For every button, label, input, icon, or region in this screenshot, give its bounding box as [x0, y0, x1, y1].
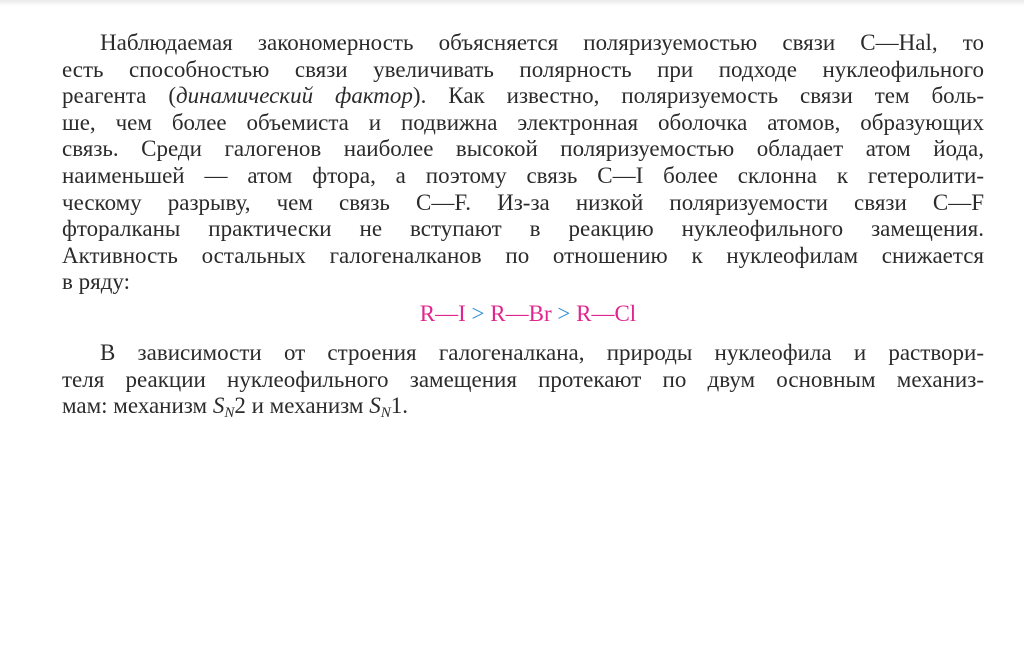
sn2-number: 2	[234, 393, 246, 419]
p1-line-4: ше, чем более объемиста и подвижна электронная оболочка атомов, образующих	[62, 109, 984, 135]
greater-than-sign-2: >	[557, 300, 571, 326]
p1-line-3-post: ). Как известно, поляризуемость связи тем боль-	[412, 83, 984, 109]
reactivity-series-formula	[62, 298, 984, 330]
sn2-s-symbol: S	[212, 393, 225, 419]
p2-line-3	[62, 393, 984, 420]
mechanism-sn2	[212, 393, 246, 422]
p1-line-5: связь. Среди галогенов наиболее высокой поляризуемостью обладает атом йода,	[62, 136, 984, 162]
p2-line-1: В зависимости от строения галогеналкана, природы нуклеофила и раствори-	[100, 339, 984, 365]
paragraph-1	[62, 30, 984, 296]
p1-line-8: фторалканы практически не вступают в реакцию нуклеофильного замещения.	[62, 216, 984, 242]
p1-line-6: наименьшей — атом фтора, а поэтому связь C—I более склонна к гетеролити-	[62, 162, 984, 188]
top-edge-shadow	[0, 0, 1024, 6]
sn2-subscript: N	[224, 405, 235, 422]
formula-r-cl: R—Cl	[576, 300, 637, 326]
p2-line-3-pre: мам: механизм	[62, 393, 213, 419]
sn1-s-symbol: S	[369, 393, 381, 419]
p2-line-3-post: .	[402, 393, 408, 419]
sn1-number: 1	[390, 393, 403, 419]
p1-line-9: Активность остальных галогеналканов по отношению к нуклеофилам снижается	[62, 242, 984, 268]
greater-than-sign-1: >	[471, 300, 485, 326]
mechanism-sn1	[369, 393, 403, 422]
p2-line-2: теля реакции нуклеофильного замещения протекают по двум основным механиз-	[62, 366, 984, 392]
term-dynamic-factor: динамический фактор	[176, 83, 413, 109]
p1-line-2: есть способностью связи увеличивать полярность при подходе нуклеофильного	[62, 56, 984, 82]
formula-r-i: R—I	[419, 300, 466, 326]
p1-line-3	[62, 83, 984, 110]
p1-line-10: в ряду:	[62, 269, 130, 295]
p1-line-7: ческому разрыву, чем связь C—F. Из-за низкой поляризуемости связи C—F	[62, 189, 984, 215]
formula-r-br: R—Br	[490, 300, 552, 326]
paragraph-2	[62, 340, 984, 420]
p2-line-3-mid: и механизм	[245, 393, 370, 419]
p1-line-3-pre: реагента (	[62, 83, 176, 109]
p1-line-1: Наблюдаемая закономерность объясняется поляризуемостью связи C—Hal, то	[100, 30, 984, 55]
sn1-subscript: N	[380, 405, 391, 422]
document-page	[62, 30, 984, 420]
